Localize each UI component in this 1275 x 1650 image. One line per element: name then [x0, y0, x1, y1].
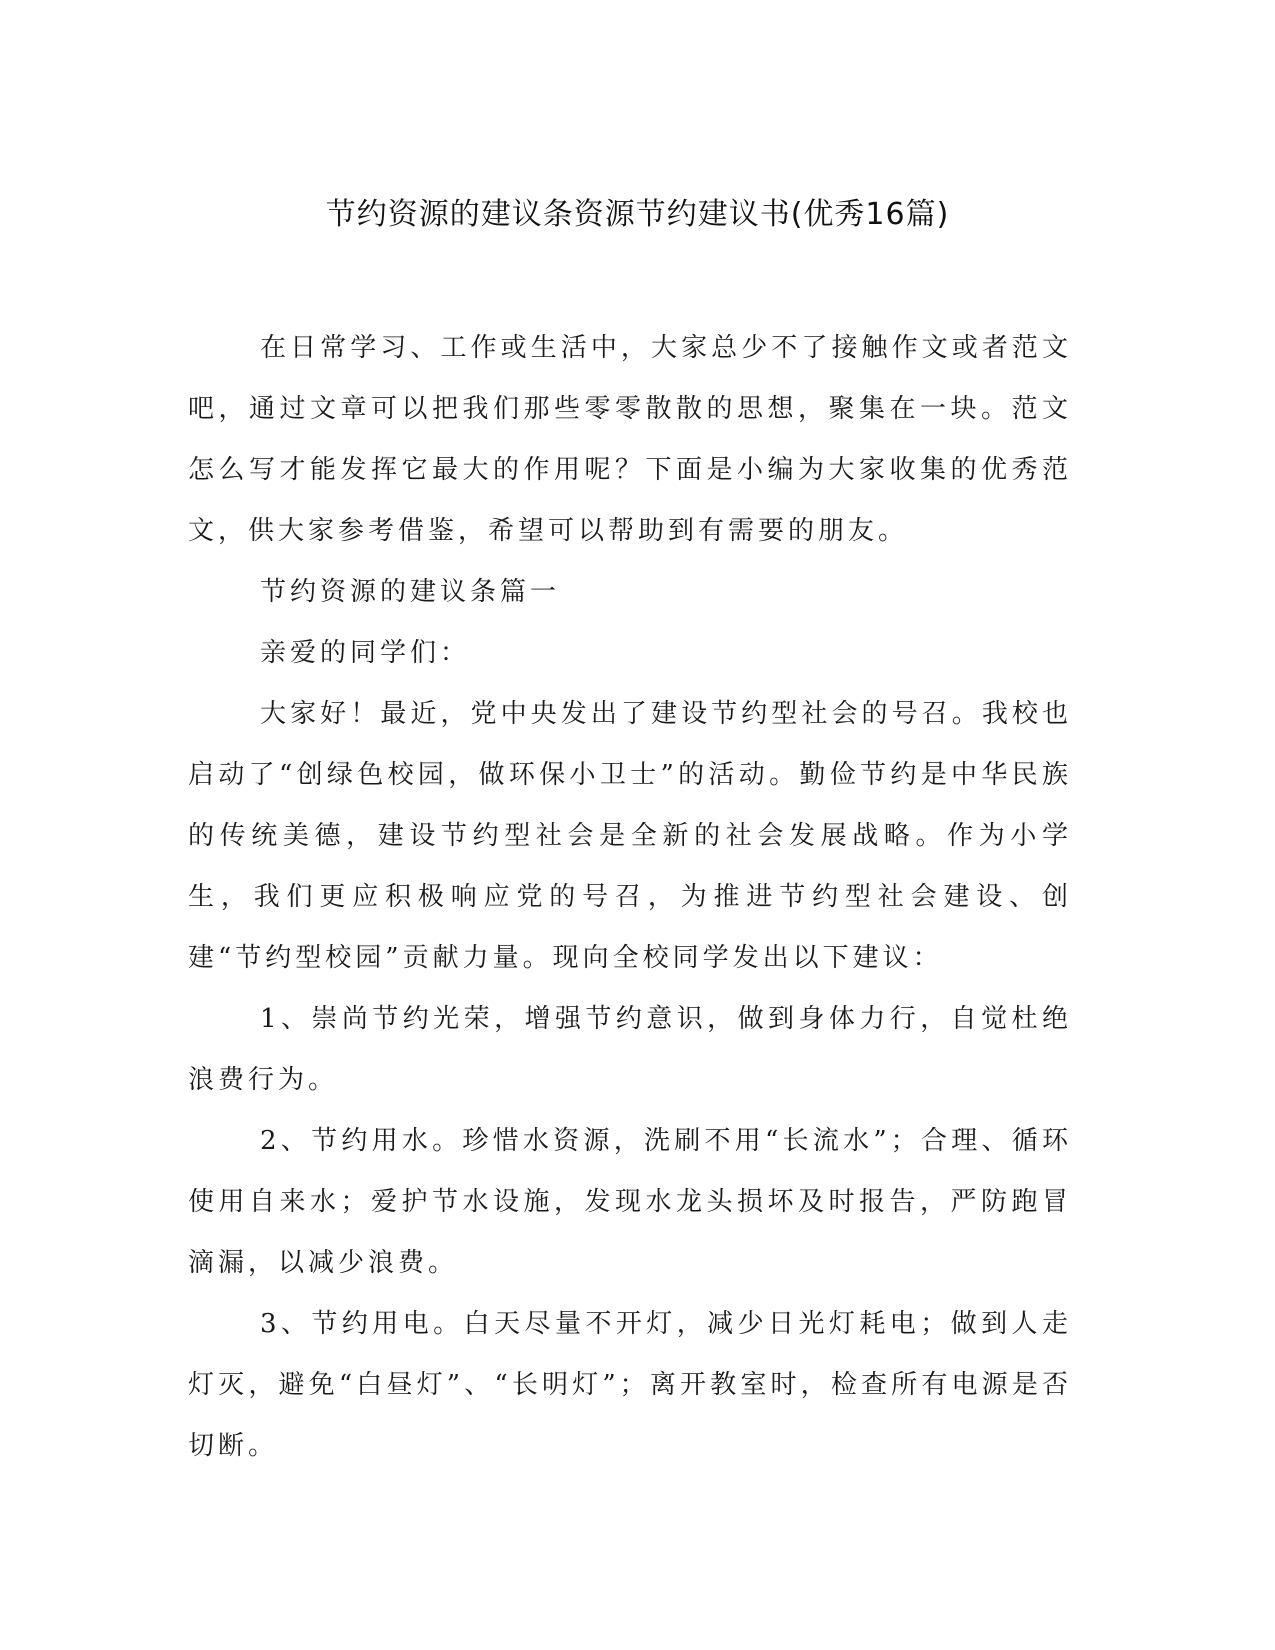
salutation: 亲爱的同学们： — [260, 638, 471, 668]
intro-paragraph: 在日常学习、工作或生活中，大家总少不了接触作文或者范文吧，通过文章可以把我们那些零零散散的思想，聚集在一块。范文怎么写才能发挥它最大的作用呢？下面是小编为大家收集的优秀范文，供大家参考借鉴，希望可以帮助到有需要的朋友。 — [188, 333, 1072, 546]
suggestion-item-1: 1、崇尚节约光荣，增强节约意识，做到身体力行，自觉杜绝浪费行为。 — [188, 1004, 1072, 1095]
section-heading: 节约资源的建议条篇一 — [260, 577, 561, 607]
document-title: 节约资源的建议条资源节约建议书(优秀16篇) — [325, 197, 950, 232]
document-body — [188, 318, 1072, 1477]
suggestion-item-3: 3、节约用电。白天尽量不开灯，减少日光灯耗电；做到人走灯灭，避免“白昼灯”、“长明灯”；离开教室时，检查所有电源是否切断。 — [188, 1309, 1072, 1461]
body-paragraph: 大家好！最近，党中央发出了建设节约型社会的号召。我校也启动了“创绿色校园，做环保小卫士”的活动。勤俭节约是中华民族的传统美德，建设节约型社会是全新的社会发展战略。作为小学生，我们更应积极响应党的号召，为推进节约型社会建设、创建“节约型校园”贡献力量。现向全校同学发出以下建议： — [188, 699, 1072, 973]
suggestion-item-2: 2、节约用水。珍惜水资源，洗刷不用“长流水”；合理、循环使用自来水；爱护节水设施，发现水龙头损坏及时报告，严防跑冒滴漏，以减少浪费。 — [188, 1126, 1072, 1278]
